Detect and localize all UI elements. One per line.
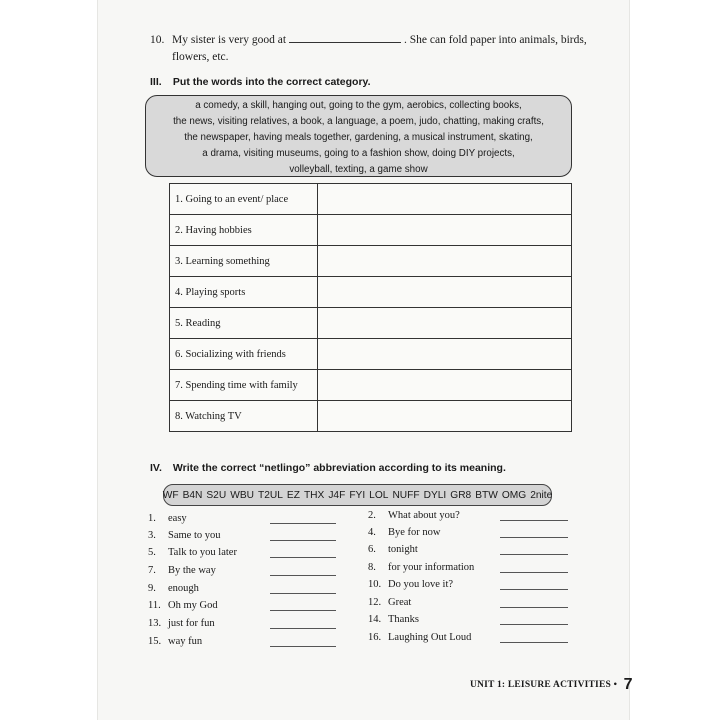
answer-line[interactable] — [270, 557, 336, 558]
match-meaning: Talk to you later — [168, 547, 237, 558]
answer-line[interactable] — [500, 572, 568, 573]
unit-title: UNIT 1: LEISURE ACTIVITIES — [470, 680, 611, 690]
workbook-page — [98, 0, 633, 720]
category-label: 5. Reading — [170, 308, 318, 339]
section-4-title: Write the correct “netlingo” abbreviation according to its meaning. — [172, 462, 506, 474]
answer-line[interactable] — [270, 593, 336, 594]
match-number: 5. — [148, 547, 156, 558]
table-row — [170, 184, 572, 215]
match-item — [368, 596, 411, 610]
table-row — [170, 401, 572, 432]
match-number: 14. — [368, 614, 382, 625]
table-row — [170, 215, 572, 246]
word-bank-line: the news, visiting relatives, a book, a language, a poem, judo, chatting, making crafts, — [173, 116, 544, 127]
table-row — [170, 370, 572, 401]
table-row — [170, 308, 572, 339]
match-meaning: for your information — [388, 562, 475, 573]
answer-line[interactable] — [270, 575, 336, 576]
abbreviation: 2nite — [530, 489, 553, 501]
abbreviation: THX — [303, 489, 325, 501]
category-answer-cell[interactable] — [318, 370, 572, 401]
category-answer-cell[interactable] — [318, 339, 572, 370]
answer-line[interactable] — [270, 540, 336, 541]
section-3-heading — [150, 76, 371, 88]
match-meaning: enough — [168, 583, 199, 594]
match-number: 9. — [148, 583, 156, 594]
answer-line[interactable] — [500, 520, 568, 521]
category-answer-cell[interactable] — [318, 184, 572, 215]
abbreviation: EZ — [286, 489, 300, 501]
match-number: 6. — [368, 544, 376, 555]
match-meaning: By the way — [168, 565, 216, 576]
category-label: 8. Watching TV — [170, 401, 318, 432]
match-number: 16. — [368, 632, 382, 643]
match-meaning: just for fun — [168, 618, 215, 629]
abbreviation: NUFF — [392, 489, 420, 501]
match-item — [148, 529, 221, 543]
match-meaning: easy — [168, 513, 187, 524]
abbreviation: OMG — [501, 489, 527, 501]
match-number: 4. — [368, 527, 376, 538]
table-row — [170, 339, 572, 370]
category-answer-cell[interactable] — [318, 277, 572, 308]
word-bank-line: a comedy, a skill, hanging out, going to the gym, aerobics, collecting books, — [195, 100, 522, 111]
match-number: 7. — [148, 565, 156, 576]
match-item — [148, 512, 187, 526]
word-bank-line: volleyball, texting, a game show — [289, 164, 428, 175]
answer-line[interactable] — [270, 523, 336, 524]
match-number: 11. — [148, 600, 161, 611]
category-label: 4. Playing sports — [170, 277, 318, 308]
question-text-after: . She can fold paper into animals, birds, flowers, etc. — [172, 34, 587, 63]
category-answer-cell[interactable] — [318, 401, 572, 432]
match-number: 10. — [368, 579, 382, 590]
match-item — [368, 561, 474, 575]
match-number: 3. — [148, 530, 156, 541]
match-item — [368, 509, 460, 523]
abbreviation: S2U — [206, 489, 227, 501]
table-row — [170, 246, 572, 277]
abbreviation: GR8 — [450, 489, 472, 501]
match-number: 15. — [148, 636, 162, 647]
match-number: 1. — [148, 513, 156, 524]
abbreviation: FYI — [349, 489, 366, 501]
match-meaning: way fun — [168, 636, 203, 647]
category-label: 6. Socializing with friends — [170, 339, 318, 370]
match-number: 12. — [368, 597, 382, 608]
match-item — [148, 546, 237, 560]
abbreviation: J4F — [328, 489, 346, 501]
page-footer — [470, 676, 633, 694]
match-item — [148, 564, 216, 578]
match-item — [368, 543, 418, 557]
abbreviation-bank — [163, 484, 552, 506]
match-number: 2. — [368, 510, 376, 521]
question-text — [172, 32, 622, 66]
match-item — [368, 613, 419, 627]
abbreviation: T2UL — [258, 489, 283, 501]
page-number: 7 — [623, 676, 633, 693]
match-meaning: Laughing Out Loud — [388, 632, 472, 643]
match-meaning: Bye for now — [388, 527, 441, 538]
abbreviation: WBU — [230, 489, 254, 501]
abbreviation: B4N — [182, 489, 203, 501]
match-meaning: tonight — [388, 544, 418, 555]
category-table — [169, 183, 572, 432]
match-meaning: Oh my God — [168, 600, 218, 611]
abbreviation: LOL — [369, 489, 389, 501]
table-row — [170, 277, 572, 308]
match-meaning: Same to you — [168, 530, 221, 541]
match-item — [368, 631, 471, 645]
word-bank-line: a drama, visiting museums, going to a fashion show, doing DIY projects, — [202, 148, 515, 159]
answer-blank[interactable] — [289, 32, 401, 43]
answer-line[interactable] — [270, 610, 336, 611]
footer-bullet: • — [613, 680, 618, 690]
category-answer-cell[interactable] — [318, 215, 572, 246]
answer-line[interactable] — [500, 537, 568, 538]
word-bank-line: the newspaper, having meals together, gardening, a musical instrument, skating, — [184, 132, 533, 143]
match-meaning: What about you? — [388, 510, 460, 521]
category-label: 7. Spending time with family — [170, 370, 318, 401]
section-3-number: III. — [150, 76, 162, 88]
section-4-heading — [150, 462, 506, 474]
answer-line[interactable] — [270, 646, 336, 647]
answer-line[interactable] — [500, 607, 568, 608]
abbreviation: BTW — [475, 489, 498, 501]
match-item — [148, 599, 218, 613]
word-bank-box — [145, 95, 572, 177]
match-meaning: Great — [388, 597, 412, 608]
category-label: 2. Having hobbies — [170, 215, 318, 246]
category-label: 3. Learning something — [170, 246, 318, 277]
match-item — [148, 582, 199, 596]
answer-line[interactable] — [500, 642, 568, 643]
answer-line[interactable] — [270, 628, 336, 629]
answer-line[interactable] — [500, 554, 568, 555]
section-3-title: Put the words into the correct category. — [172, 76, 371, 88]
answer-line[interactable] — [500, 624, 568, 625]
section-4-number: IV. — [150, 462, 162, 474]
question-number: 10. — [150, 34, 165, 46]
category-label: 1. Going to an event/ place — [170, 184, 318, 215]
category-answer-cell[interactable] — [318, 308, 572, 339]
match-item — [368, 578, 453, 592]
match-number: 8. — [368, 562, 376, 573]
match-item — [148, 635, 202, 649]
category-answer-cell[interactable] — [318, 246, 572, 277]
abbreviation: WF — [162, 489, 179, 501]
match-item — [148, 617, 215, 631]
question-text-before: My sister is very good at — [172, 34, 287, 46]
answer-line[interactable] — [500, 589, 568, 590]
match-meaning: Do you love it? — [388, 579, 454, 590]
abbreviation: DYLI — [423, 489, 447, 501]
match-meaning: Thanks — [388, 614, 419, 625]
match-item — [368, 526, 441, 540]
match-number: 13. — [148, 618, 162, 629]
